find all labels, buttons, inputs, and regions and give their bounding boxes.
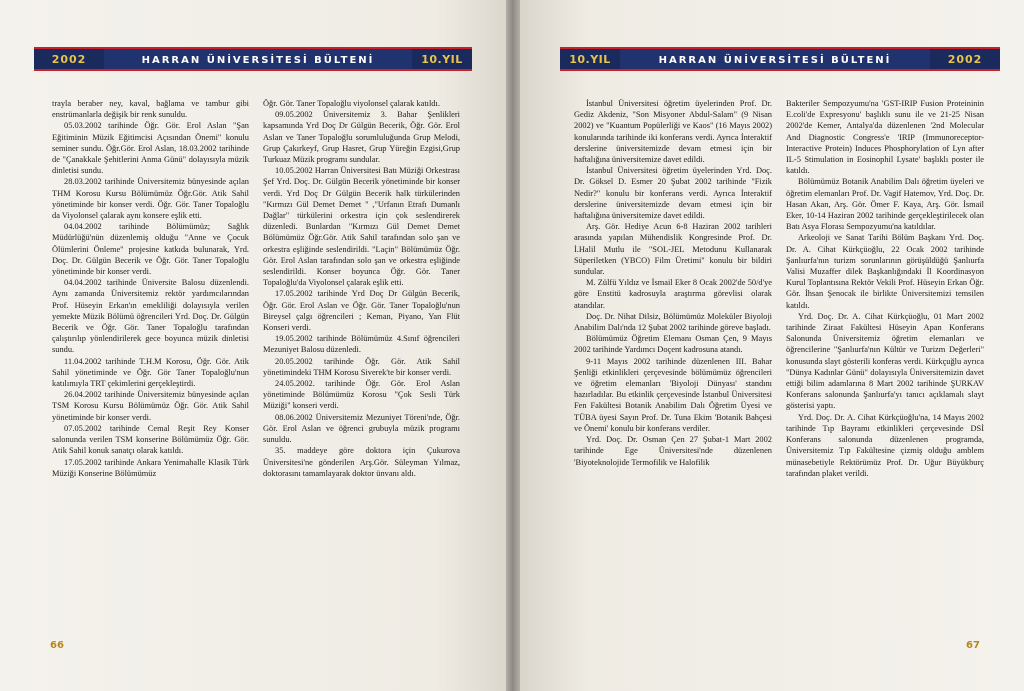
header-anniversary: 10.YIL [569,52,611,66]
paragraph: Bakteriler Sempozyumu'na 'GST-IRIP Fusion Proteininin E.coli'de Expresyonu' başlıklı sunu ile ve 21-25 Nisan 2002'de Kemer, Antalya'da düzenlenen '2nd Molecular And Diagnostic Congress'e 'IRIP (Immunoreceptor-Interactive Protein) Induces Phosphorylation of Lyn after IL-5 Stimulation in Eosinophil Lysate' başlıklı poster ile katıldı. [786,99,984,176]
paragraph: 08.06.2002 Üniversitemiz Mezuniyet Töreni'nde, Öğr. Gör. Erol Aslan ve öğrenci grubuyla müzik programı sunuldu. [263,412,460,445]
paragraph: 28.03.2002 tarihinde Üniversitemiz bünyesinde açılan THM Korosu Kursu Bölümümüz Öğr.Gör. Atik Sahil yönetiminde bir konser verdi. Öğr. Gör. Taner Topaloğlu da Viyolonsel çalarak aynı konsere eşlik etti. [52,177,249,221]
header-anniversary-box [560,49,620,69]
paragraph: 07.05.2002 tarihinde Cemal Reşit Rey Konser salonunda verilen TSM konserine Bölümümüz Öğr. Gör. Atik Sahil konuk sanatçı olarak katıldı. [52,423,249,456]
paragraph: Doç. Dr. Nihat Dilsiz, Bölümümüz Moleküler Biyoloji Anabilim Dalı'nda 12 Şubat 2002 tarihinde göreve başladı. [574,311,772,333]
paragraph: 35. maddeye göre doktora için Çukurova Üniversitesi'ne gönderilen Arş.Gör. Süleyman Yılmaz, doktorasını tamamlayarak doktor ünvanı aldı. [263,446,460,478]
page-number: 66 [50,640,64,651]
paragraph: 10.05.2002 Harran Üniversitesi Batı Müziği Orkestrası Şef Yrd. Doç. Dr. Gülgün Becerik yönetiminde bir konser verdi. Yrd Doç Dr Gülgün Becerik halk türkülerinden "Kırmızı Gül Demet Demet " ,"Urfanın Etrafı Dumanlı Dağlar" türkülerini orkestra için çok seslendirerek düzenledi. Bunlardan "Kırmızı Gül Demet Demet Bölümümüz Öğr.Gör. Atik Sahil tarafından solo şan ve orkestra eşliğinde seslendirildi. "Laçin" Bölümümüz Öğr. Gör. Erol Aslan tarafından solo şan ve orkestra eşliğinde seslendirildi. Konser boyunca Öğr. Gör. Taner Topaloğlu'da Viyolonsel çalarak eşlik etti. [263,166,460,288]
page-number: 67 [966,640,980,651]
paragraph: 26.04.2002 tarihinde Üniversitemiz bünyesinde açılan TSM Korosu Kursu Bölümümüz Öğr. Gör. Atik Sahil yönetiminde bir konser verdi. [52,390,249,422]
header-year: 2002 [947,52,983,66]
header-title-box [104,50,412,68]
paragraph: 04.04.2002 tarihinde Bölümümüz; Sağlık Müdürlüğü'nün düzenlemiş olduğu "Anne ve Çocuk Ölümlerini Önleme" projesine katkıda bulunarak, Yrd. Doç. Dr. Gülgün Becerik ve Öğr. Gör. Taner Topaloğlu yönetiminde bir konser verdi. [52,222,249,277]
paragraph: 17.05.2002 tarihinde Yrd Doç Dr Gülgün Becerik, Öğr. Gör. Erol Aslan ve Öğr. Gör. Taner Topaloğlu'nun Bireysel çalgı öğrencileri ; Keman, Piyano, Yan Flüt Konseri verdi. [263,289,460,333]
header-year-box [930,49,1000,69]
paragraph: 24.05.2002. tarihinde Öğr. Gör. Erol Aslan yönetiminde Bölümümüz Korosu "Çok Sesli Türk Müziği" konseri verdi. [263,379,460,411]
header-anniversary-box [412,49,472,69]
paragraph: 20.05.2002 tarihinde Öğr. Gör. Atik Sahil yönetimindeki THM Korosu Siverek'te bir konser verdi. [263,356,460,377]
paragraph: İstanbul Üniversitesi öğretim üyelerinden Prof. Dr. Gediz Akdeniz, "Son Misyoner Abdul-Salam" (9 Nisan 2002) ve "Kuantum Popülerliği ve Kaos" (16 Mayıs 2002) konularında tarihinde iki konferans verdi. Ayrıca İnteraktif derslerine üniversitemizde devam etmesi için bir haftalığına üniversitemize davet edildi. [574,99,772,165]
header-banner [34,47,472,71]
header-year: 2002 [51,52,87,66]
paragraph: 11.04.2002 tarihinde T.H.M Korosu, Öğr. Gör. Atik Sahil yönetiminde ve Öğr. Gör Taner Topaloğlu'nun katılımıyla TRT çekimlerini gerçekleştirdi. [52,356,249,389]
text-column-2 [263,98,460,479]
paragraph: Yrd. Doç. Dr. A. Cihat Kürkçüoğlu'na, 14 Mayıs 2002 tarihinde Tıp Bayramı etkinlikleri çerçevesinde DSİ Konferans salonunda düzenlenen programda, Üniversitemiz Tıp Fakültesine çizmiş olduğu amblem münasebetiyle Rektörümüz Prof. Dr. Uğur Büyükburç tarafından plaket verildi. [786,412,984,478]
header-title: HARRAN ÜNİVERSİTESİ BÜLTENİ [658,55,892,66]
right-page [512,0,1024,691]
text-column-2 [786,98,984,479]
header-title-box [620,50,930,68]
header-title: HARRAN ÜNİVERSİTESİ BÜLTENİ [141,55,375,66]
text-columns [574,98,984,479]
book-gutter [506,0,520,691]
paragraph: İstanbul Üniversitesi öğretim üyelerinden Yrd. Doç. Dr. Göksel D. Esmer 20 Şubat 2002 tarihinde "Fizik Nedir?" konulu bir konferans verdi. Ayrıca İnteraktif derslerine üniversitemizde devam etmesi için bir haftalığına üniversitemize davet edildi. [574,166,772,221]
text-column-1 [574,98,772,479]
paragraph: 09.05.2002 Üniversitemiz 3. Bahar Şenlikleri kapsamında Yrd Doç Dr Gülgün Becerik, Öğr. Gör. Erol Aslan ve Taner Topaloğlu sorumluluğunda Grup Melodi, Grup Çakırkeyf, Grup Hasret, Grup Yüreğin Ezgisi,Grup Turkuaz Müzik programı sundular. [263,110,460,165]
paragraph: 05.03.2002 tarihinde Öğr. Gör. Erol Aslan "Şan Eğitiminin Müzik Eğitimcisi Açısından Önemi" konulu seminer sundu. Öğr.Gör. Erol Aslan, 18.03.2002 tarihinde de "Çanakkale Şehitlerini Anma Günü" dolayısıyla müzik dinletisi sundu. [52,121,249,176]
paragraph: Arş. Gör. Hediye Acun 6-8 Haziran 2002 tarihleri arasında yapılan Mühendislik Kongresinde Prof. Dr. İ.Halil Mutlu ile "SOL-JEL Metodunu Kullanarak Süperiletken (YBCO) Film Üretimi" konulu bir bildiri sundular. [574,222,772,277]
text-columns [52,98,460,479]
paragraph: Bölümümüz Öğretim Elemanı Osman Çen, 9 Mayıs 2002 tarihinde Yardımcı Doçent kadrosuna atandı. [574,334,772,355]
paragraph: M. Zülfü Yıldız ve İsmail Eker 8 Ocak 2002'de 50/d'ye göre Enstitü kadrosuyla araştırma görevlisi olarak atandılar. [574,278,772,310]
paragraph: 04.04.2002 tarihinde Üniversite Balosu düzenlendi. Aynı zamanda Üniversitemiz rektör yardımcılarından Prof. Hüseyin Erkan'ın emekliliği dolayısıyla verilen yemekte Müzik Bölümü öğrencileri Yrd. Doç. Dr. Gülgün Becerik ve Öğr. Gör. Taner Topaloğlu tarafından çalıştırılıp yönlendirilerek gece boyunca müzik dinletisi sundu. [52,278,249,355]
paragraph: 17.05.2002 tarihinde Ankara Yenimahalle Klasik Türk Müziği Konserine Bölümümüz [52,457,249,478]
paragraph: 19.05.2002 tarihinde Bölümümüz 4.Sınıf öğrencileri Mezuniyet Balosu düzenledi. [263,334,460,355]
paragraph: Öğr. Gör. Taner Topaloğlu viyolonsel çalarak katıldı. [263,99,440,108]
header-anniversary: 10.YIL [421,52,463,66]
paragraph: Bölümümüz Botanik Anabilim Dalı öğretim üyeleri ve öğretim elemanları Prof. Dr. Vagif Hatemov, Yrd. Doç. Dr. Hasan Akan, Arş. Gör. Ömer F. Kaya, Arş. Gör. İsmail Eker, 10-14 Haziran 2002 tarihinde gerçekleştirilecek olan Batı Asya Florası Sempozyumu'na katıldılar. [786,177,984,232]
paragraph: Yrd. Doç. Dr. A. Cihat Kürkçüoğlu, 01 Mart 2002 tarihinde Ziraat Fakültesi Hüseyin Apan Konferans Salonunda Üniversitemiz öğretim elemanları ve öğrencilerine "Şanlıurfa'nın Kültür ve Turizm Değerleri" konusunda slayt gösterili konferas verdi. Kürkçuğlu ayrıca "Dünya Kadınlar Günü" dolayısıyla Üniversitemizin davet ettiği bilim adamlarına 8 Mart 2002 tarihinde ŞURKAV Konferans salonunda Şanlıurfa'yı tanıcı açıklamalı slayt gösterisi yaptı. [786,311,984,411]
paragraph: Yrd. Doç. Dr. Osman Çen 27 Şubat-1 Mart 2002 tarihinde Ege Üniversitesi'nde düzenlenen 'Biyoteknolojide Termofilik ve Halofilik [574,435,772,467]
text-column-1 [52,98,249,479]
paragraph: trayla beraber ney, kaval, bağlama ve tambur gibi enstrümanlarla değişik bir renk sunuldu. [52,99,249,120]
paragraph: Arkeoloji ve Sanat Tarihi Bölüm Başkanı Yrd. Doç. Dr. A. Cihat Kürkçüoğlu, 22 Ocak 2002 tarihinde Şanlıurfa'nın turizm sorunlarının görüşüldüğü Şanlıurfa Valisi Muzaffer dilek Başkanlığındaki İl Koordinasyon Kurul Toplantısına Rektör Vekili Prof. Hüseyin Erkan Öğr. Gör. İhsan Şenocak ile birlikte Üniversitemizi temsilen katıldı. [786,233,984,310]
header-year-box [34,49,104,69]
paragraph: 9-11 Mayıs 2002 tarihinde düzenlenen III. Bahar Şenliği etkinlikleri çerçevesinde bölümümüz öğrencileri ve öğretim elemanları 'Biyoloji Dünyası' standını hazırladılar. Bu etkinlik çerçevesinde İstanbul Üniversitesi Fen Fakültesi Botanik Anabilim Dalı Öğretim Üyesi ve TÜBA üyesi Sayın Prof. Dr. Tuna Ekim 'Botanik Bahçesi ve Önemi' konulu bir konferans verdiler. [574,356,772,433]
header-banner [560,47,1000,71]
